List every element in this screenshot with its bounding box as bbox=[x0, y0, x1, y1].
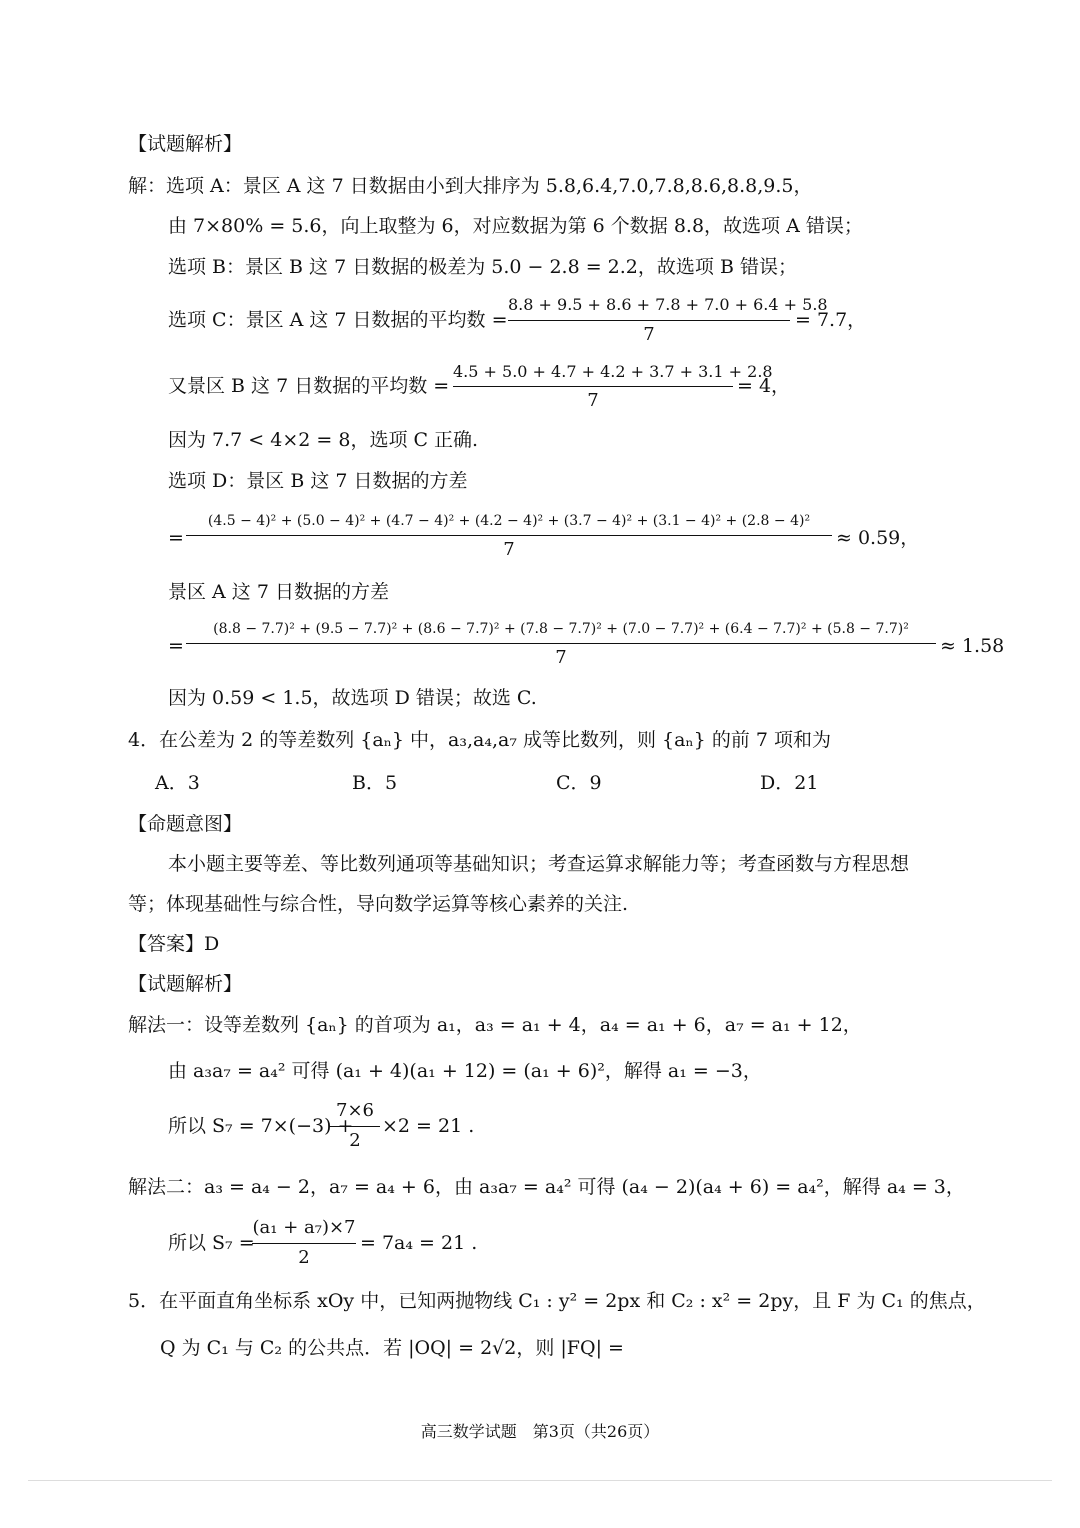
text-line: 由 7×80% = 5.6，向上取整为 6，对应数据为第 6 个数据 8.8，故选项 A 错误； bbox=[168, 215, 863, 237]
text-line: 解法一：设等差数列 {aₙ} 的首项为 a₁，a₃ = a₁ + 4，a₄ = a₁ + 6，a₇ = a₁ + 12， bbox=[128, 1014, 862, 1036]
text-line: 解法二：a₃ = a₄ − 2，a₇ = a₄ + 6，由 a₃a₇ = a₄² 可得 (a₄ − 2)(a₄ + 6) = a₄²，解得 a₄ = 3， bbox=[128, 1176, 965, 1198]
fraction-bar bbox=[186, 643, 936, 644]
text-line: 等；体现基础性与综合性，导向数学运算等核心素养的关注. bbox=[128, 893, 629, 915]
text-line: 解：选项 A：景区 A 这 7 日数据由小到大排序为 5.8,6.4,7.0,7.8,8.6,8.8,9.5， bbox=[128, 175, 813, 197]
fraction-numerator: 8.8 + 9.5 + 8.6 + 7.8 + 7.0 + 6.4 + 5.8 bbox=[508, 295, 828, 314]
text-line: 选项 B：景区 B 这 7 日数据的极差为 5.0 − 2.8 = 2.2，故选项 B 错误； bbox=[168, 256, 797, 278]
text-line: ≈ 0.59， bbox=[836, 527, 920, 549]
text-line: ×2 = 21 . bbox=[382, 1115, 475, 1137]
scan-edge-line bbox=[28, 1480, 1052, 1481]
fraction-bar bbox=[453, 386, 733, 387]
option-b: B．5 bbox=[352, 772, 398, 794]
question-5: 5．在平面直角坐标系 xOy 中，已知两抛物线 C₁ : y² = 2px 和 C₂ : x² = 2py，且 F 为 C₁ 的焦点， bbox=[128, 1290, 986, 1312]
fraction-denominator: 7 bbox=[503, 539, 515, 560]
fraction-numerator: 7×6 bbox=[336, 1100, 374, 1121]
fraction-numerator: 4.5 + 5.0 + 4.7 + 4.2 + 3.7 + 3.1 + 2.8 bbox=[453, 362, 773, 381]
answer: 【答案】D bbox=[128, 933, 220, 955]
option-a: A．3 bbox=[155, 772, 200, 794]
fraction-numerator: (4.5 − 4)² + (5.0 − 4)² + (4.7 − 4)² + (4.2 − 4)² + (3.7 − 4)² + (3.1 − 4)² + (2.8 − 4)² bbox=[207, 513, 811, 529]
fraction-denominator: 7 bbox=[643, 324, 655, 345]
text-line: 又景区 B 这 7 日数据的平均数 = bbox=[168, 375, 450, 397]
text-line: 因为 0.59 < 1.5，故选项 D 错误；故选 C. bbox=[168, 687, 537, 709]
fraction-denominator: 2 bbox=[298, 1247, 310, 1268]
text-line: ≈ 1.58 bbox=[940, 635, 1005, 657]
fraction-numerator: (a₁ + a₇)×7 bbox=[252, 1217, 356, 1238]
text-line: 选项 D：景区 B 这 7 日数据的方差 bbox=[168, 470, 468, 492]
equals-sign: = bbox=[168, 527, 184, 549]
fraction-bar bbox=[252, 1243, 356, 1244]
text-line: 景区 A 这 7 日数据的方差 bbox=[168, 581, 389, 603]
fraction-bar bbox=[186, 535, 832, 536]
option-d: D．21 bbox=[760, 772, 819, 794]
text-line: 因为 7.7 < 4×2 = 8，选项 C 正确. bbox=[168, 429, 479, 451]
section-heading: 【试题解析】 bbox=[128, 133, 243, 155]
fraction-denominator: 2 bbox=[349, 1130, 361, 1151]
text-line: 所以 S₇ = bbox=[168, 1232, 255, 1254]
option-c: C．9 bbox=[556, 772, 602, 794]
text-line: = 7a₄ = 21 . bbox=[360, 1232, 478, 1254]
fraction-denominator: 7 bbox=[587, 390, 599, 411]
question-4: 4．在公差为 2 的等差数列 {aₙ} 中，a₃,a₄,a₇ 成等比数列，则 {aₙ} 的前 7 项和为 bbox=[128, 729, 831, 751]
text-line: 所以 S₇ = 7×(−3) + bbox=[168, 1115, 354, 1137]
fraction-bar bbox=[508, 320, 790, 321]
section-heading: 【试题解析】 bbox=[128, 973, 243, 995]
text-line: 选项 C：景区 A 这 7 日数据的平均数 = bbox=[168, 309, 508, 331]
text-line: Q 为 C₁ 与 C₂ 的公共点．若 |OQ| = 2√2，则 |FQ| = bbox=[160, 1337, 624, 1359]
fraction-bar bbox=[330, 1126, 380, 1127]
fraction-denominator: 7 bbox=[555, 647, 567, 668]
page-footer: 高三数学试题 第3页（共26页） bbox=[420, 1422, 660, 1441]
equals-sign: = bbox=[168, 635, 184, 657]
section-heading: 【命题意图】 bbox=[128, 813, 243, 835]
text-line: 本小题主要等差、等比数列通项等基础知识；考查运算求解能力等；考查函数与方程思想 bbox=[168, 853, 910, 875]
text-line: = 4， bbox=[737, 375, 791, 397]
text-line: 由 a₃a₇ = a₄² 可得 (a₁ + 4)(a₁ + 12) = (a₁ + 6)²，解得 a₁ = −3， bbox=[168, 1060, 762, 1082]
fraction-numerator: (8.8 − 7.7)² + (9.5 − 7.7)² + (8.6 − 7.7)² + (7.8 − 7.7)² + (7.0 − 7.7)² + (6.4 − 7.7)² + (5.8 − 7.7)² bbox=[213, 621, 909, 637]
text-line: = 7.7， bbox=[795, 309, 867, 331]
